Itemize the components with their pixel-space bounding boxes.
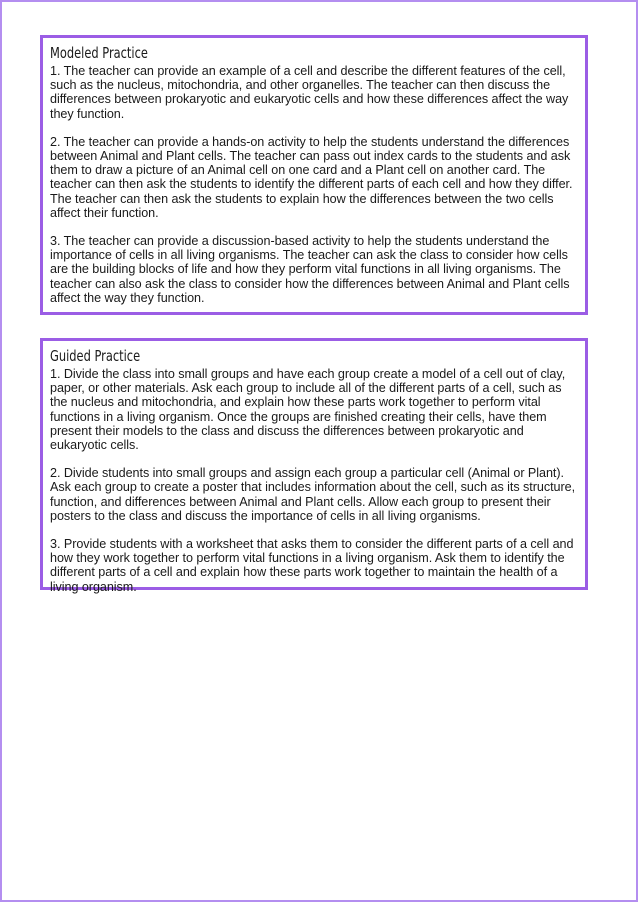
guided-practice-title: Guided Practice [50,347,141,365]
guided-practice-item-2: 2. Divide students into small groups and assign each group a particular cell (Animal or Plant). Ask each group to create a poster that includes information about the cell, such as its structure, function, and differences between Animal and Plant cells. Allow each group to present their posters to the class and discuss the importance of cells in all living organisms. [50,466,576,523]
guided-practice-item-1: 1. Divide the class into small groups and have each group create a model of a cell out of clay, paper, or other materials. Ask each group to include all of the different parts of a cell, such as the nucleus and mitochondria, and explain how these parts work together to perform vital functions in a living organism. Once the groups are finished creating their cells, have them present their models to the class and discuss the differences between prokaryotic and eukaryotic cells. [50,367,566,453]
modeled-practice-title: Modeled Practice [50,44,148,62]
guided-practice-section [40,338,588,594]
guided-practice-item-3: 3. Provide students with a worksheet that asks them to consider the different parts of a cell and how they work together to perform vital functions in a living organism. Ask them to identify the different parts of a cell and explain how these parts work together to maintain the health of a living organism. [50,537,574,594]
modeled-practice-item-3: 3. The teacher can provide a discussion-based activity to help the students understand the importance of cells in all living organisms. The teacher can ask the class to consider how cells are the building blocks of life and how they perform vital functions in all living organisms. The teacher can also ask the class to consider how the differences between Animal and Plant cells affect the way they function. [50,234,570,305]
modeled-practice-section [40,35,588,315]
modeled-practice-item-2: 2. The teacher can provide a hands-on activity to help the students understand the differences between Animal and Plant cells. The teacher can pass out index cards to the students and ask them to draw a picture of an Animal cell on one card and a Plant cell on another card. The teacher can then ask the students to identify the different parts of each cell and how they differ. The teacher can then ask the students to explain how the differences between the two cells affect their function. [50,134,573,220]
modeled-practice-item-1: 1. The teacher can provide an example of a cell and describe the different features of the cell, such as the nucleus, mitochondria, and other organelles. The teacher can then discuss the differences between prokaryotic and eukaryotic cells and how these differences affect the way they function. [50,64,569,121]
